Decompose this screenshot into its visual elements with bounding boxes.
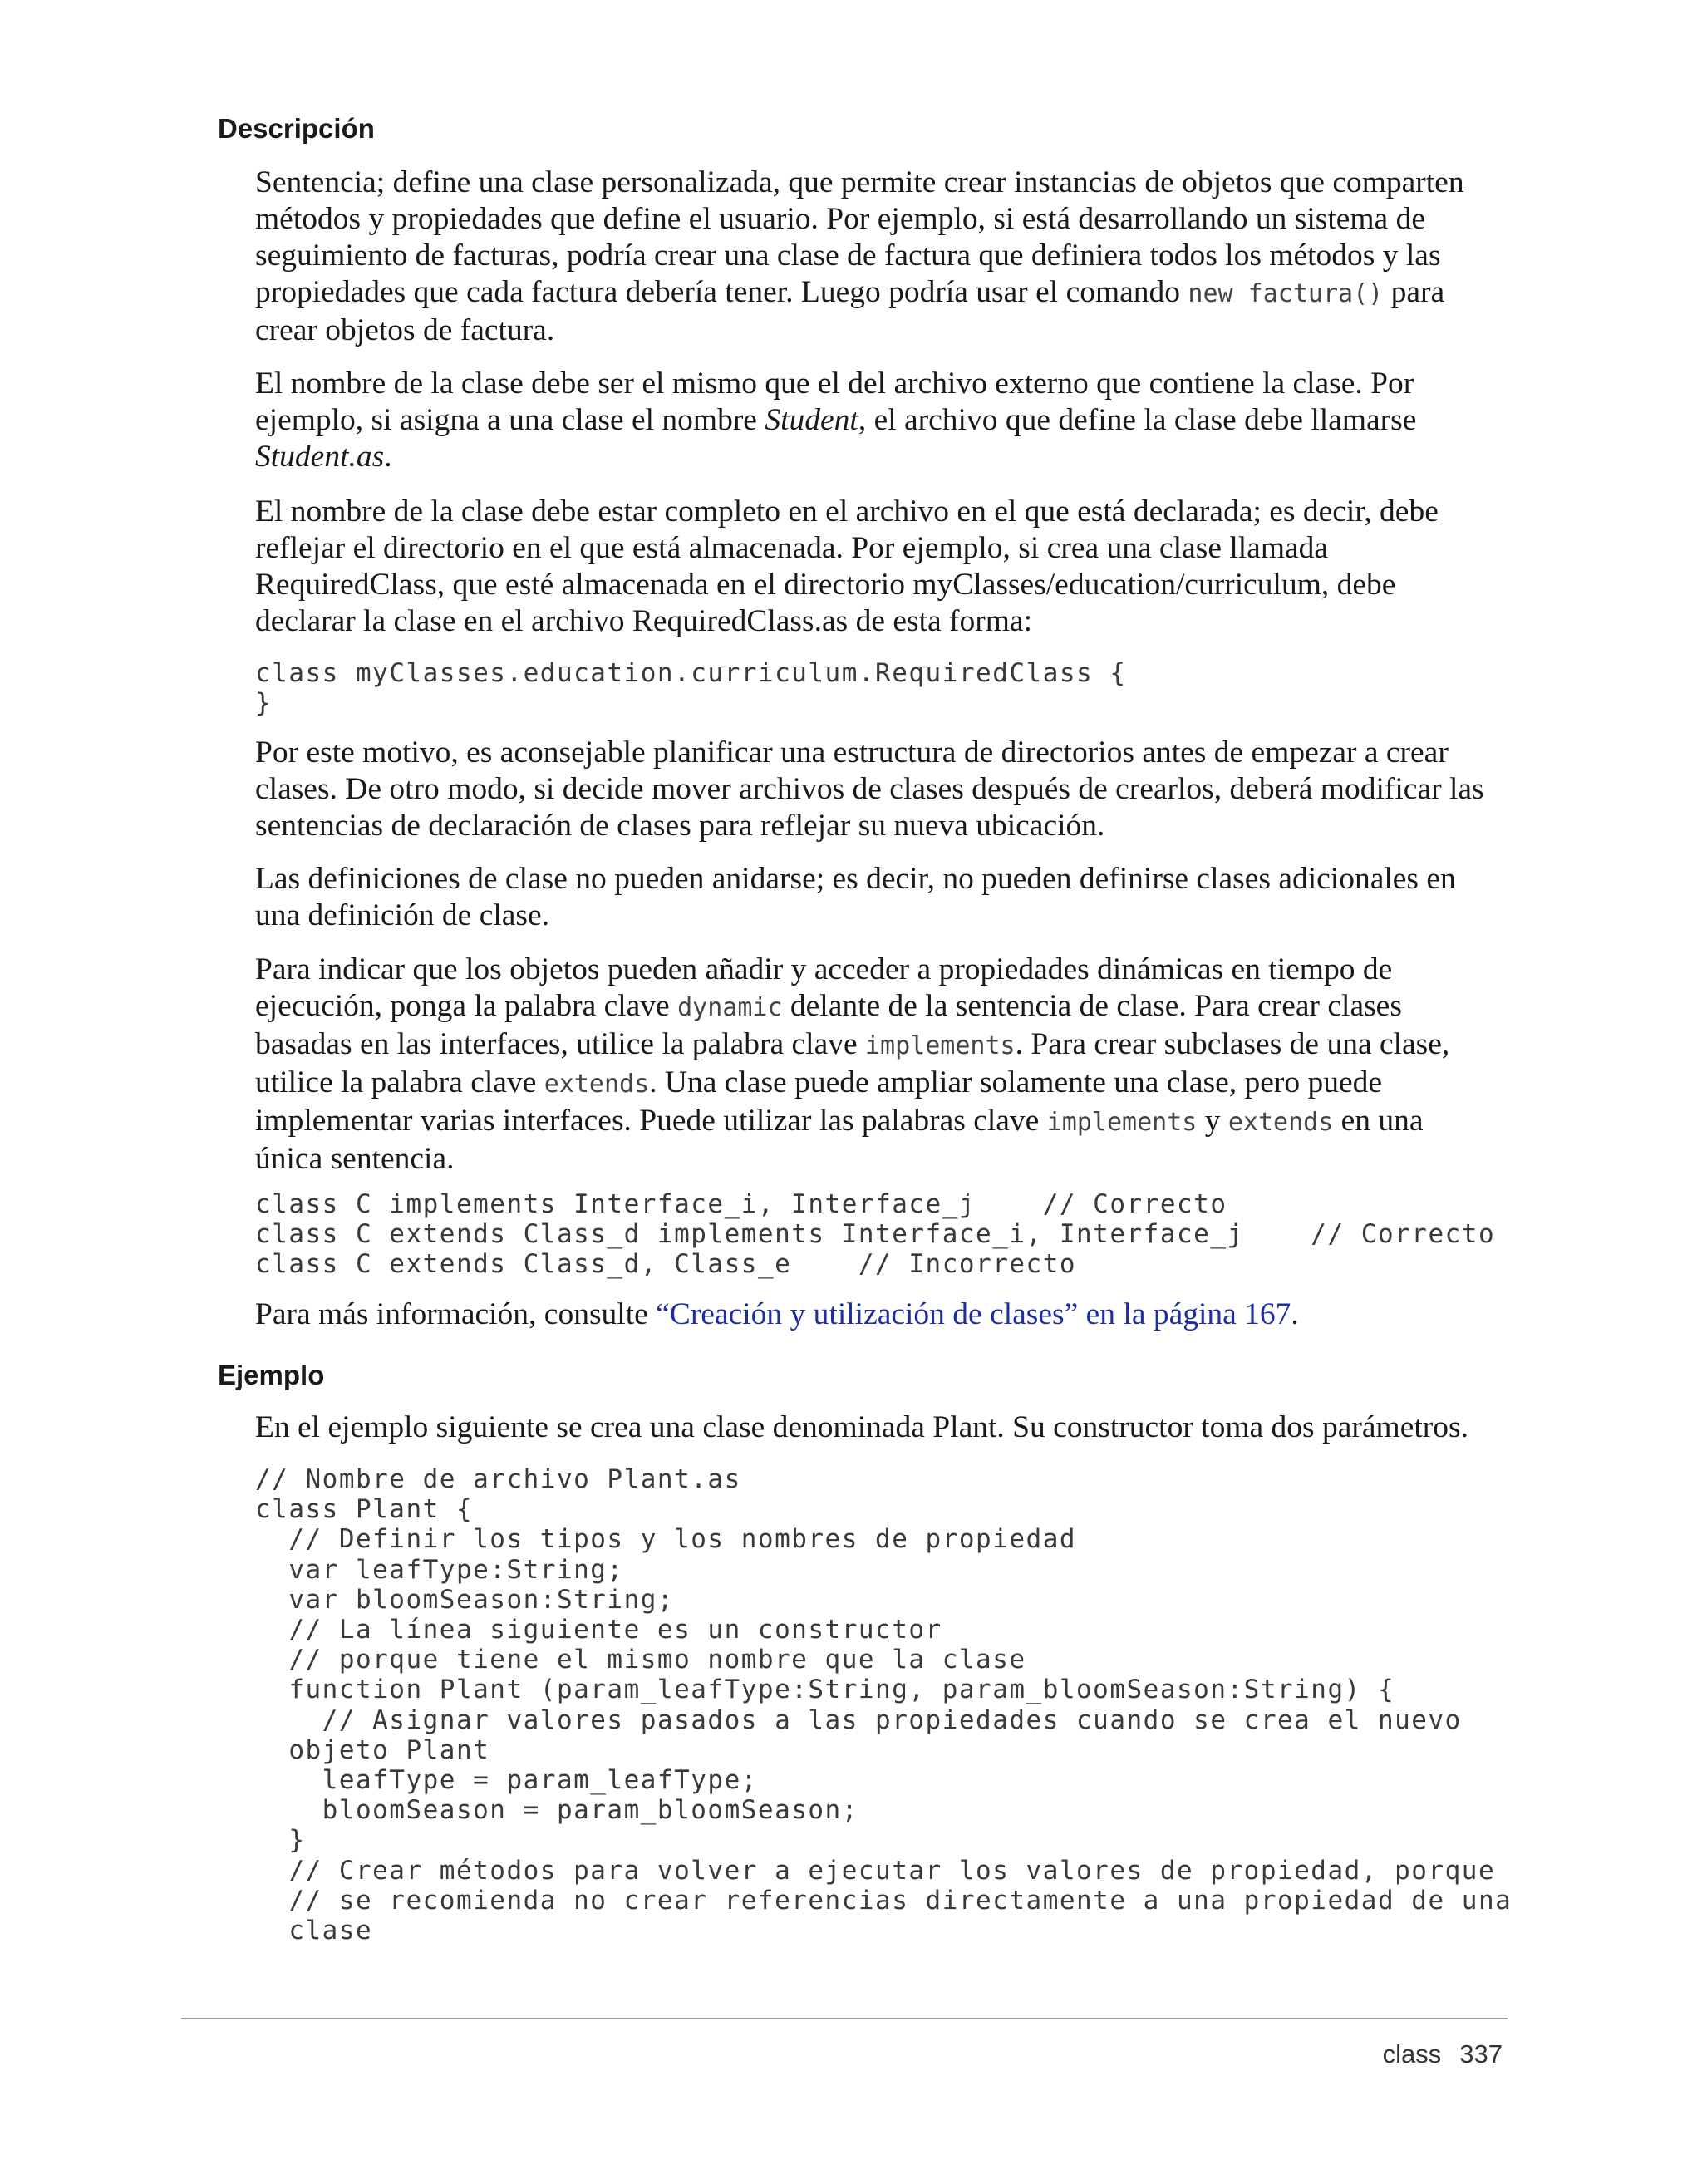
heading-descripcion: Descripción xyxy=(218,113,375,144)
text-line: una definición de clase. xyxy=(255,898,550,932)
text-segment: . xyxy=(1291,1297,1299,1331)
text-segment: ejecución, ponga la palabra clave xyxy=(255,989,678,1023)
text-segment: . Para crear subclases de una clase, xyxy=(1015,1027,1450,1061)
page-number: 337 xyxy=(1459,2039,1503,2068)
paragraph-nesting xyxy=(255,861,1518,934)
text-line: El nombre de la clase debe estar completo en el archivo en el que está declarada; es decir, debe xyxy=(255,494,1439,529)
paragraph-example-intro xyxy=(255,1409,1518,1446)
text-segment: delante de la sentencia de clase. Para crear clases xyxy=(782,989,1402,1023)
text-line: Para indicar que los objetos pueden añadir y acceder a propiedades dinámicas en tiempo de xyxy=(255,952,1393,986)
inline-code: extends xyxy=(1227,1108,1334,1137)
text-segment: utilice la palabra clave xyxy=(255,1065,544,1099)
text-segment: propiedades que cada factura debería tener. Luego podría usar el comando xyxy=(255,275,1188,309)
text-line: crear objetos de factura. xyxy=(255,313,555,347)
text-segment: Para más información, consulte xyxy=(255,1297,657,1331)
inline-code: extends xyxy=(544,1070,650,1099)
text-segment: , el archivo que define la clase debe llamarse xyxy=(858,403,1417,437)
text-line: única sentencia. xyxy=(255,1142,455,1176)
paragraph-filename xyxy=(255,366,1518,475)
code-listing: class C implements Interface_i, Interface_j // Correcto class C extends Class_d implements Interface_i, Interface_j // Correcto class C extends Class_d, Class_e // Incorrecto xyxy=(255,1189,1496,1280)
text-line: RequiredClass, que esté almacenada en el directorio myClasses/education/curriculum, debe xyxy=(255,568,1396,602)
text-line: Sentencia; define una clase personalizada, que permite crear instancias de objetos que comparten xyxy=(255,165,1464,199)
paragraph-keywords xyxy=(255,952,1518,1178)
paragraph-qualified-name xyxy=(255,494,1518,640)
emphasis: Student.as xyxy=(255,440,385,474)
text-line: Por este motivo, es aconsejable planificar una estructura de directorios antes de empezar a crear xyxy=(255,735,1449,770)
inline-code: new factura() xyxy=(1188,279,1384,308)
text-segment: implementar varias interfaces. Puede utilizar las palabras clave xyxy=(255,1104,1047,1138)
code-block-declaration xyxy=(255,658,1518,718)
paragraph-more-info xyxy=(255,1296,1518,1333)
heading-ejemplo: Ejemplo xyxy=(218,1360,325,1390)
text-line: sentencias de declaración de clases para reflejar su nueva ubicación. xyxy=(255,809,1105,843)
code-block-implements-extends xyxy=(255,1189,1518,1280)
code-listing: // Nombre de archivo Plant.as class Plant { // Definir los tipos y los nombres de propiedad var leafType:String; var bloomSeason:String; // La línea siguiente es un constructor // porque tiene el mismo nombre que la clase function Plant (param_leafType:String, param_bloomSeason:String) { // Asignar valores pasados a las propiedades cuando se crea el nuevo objeto Plant leafType = param_leafType; bloomSeason = param_bloomSeason; } // Crear métodos para volver a ejecutar los valores de propiedad, porque // se recomienda no crear referencias directamente a una propiedad de una clase xyxy=(255,1464,1513,1946)
inline-code: implements xyxy=(865,1031,1016,1060)
emphasis: Student xyxy=(765,403,858,437)
text-segment: para xyxy=(1383,275,1445,309)
text-segment: en una xyxy=(1333,1104,1424,1138)
text-line: métodos y propiedades que define el usuario. Por ejemplo, si está desarrollando un sistema de xyxy=(255,202,1425,236)
text-segment: . Una clase puede ampliar solamente una clase, pero puede xyxy=(649,1065,1383,1099)
cross-reference-link[interactable]: “Creación y utilización de clases” en la página 167 xyxy=(656,1297,1291,1331)
text-segment: y xyxy=(1197,1104,1228,1138)
text-segment: basadas en las interfaces, utilice la palabra clave xyxy=(255,1027,865,1061)
text-line: seguimiento de facturas, podría crear una clase de factura que definiera todos los métodos y las xyxy=(255,239,1441,273)
footer-divider xyxy=(181,2018,1508,2019)
code-block-plant-example xyxy=(255,1464,1518,1945)
inline-code: dynamic xyxy=(677,993,783,1022)
page-footer xyxy=(1383,2039,1503,2069)
text-segment: ejemplo, si asigna a una clase el nombre xyxy=(255,403,765,437)
text-line: declarar la clase en el archivo RequiredClass.as de esta forma: xyxy=(255,604,1032,638)
text-line: Las definiciones de clase no pueden anidarse; es decir, no pueden definirse clases adicionales en xyxy=(255,862,1456,896)
inline-code: implements xyxy=(1046,1108,1198,1137)
text-line: En el ejemplo siguiente se crea una clase denominada Plant. Su constructor toma dos parámetros. xyxy=(255,1410,1468,1444)
code-listing: class myClasses.education.curriculum.RequiredClass { } xyxy=(255,658,1127,719)
text-line: reflejar el directorio en el que está almacenada. Por ejemplo, si crea una clase llamada xyxy=(255,531,1329,565)
paragraph-intro xyxy=(255,165,1518,349)
text-segment: . xyxy=(384,440,392,474)
text-line: El nombre de la clase debe ser el mismo que el del archivo externo que contiene la clase. Por xyxy=(255,366,1414,401)
paragraph-directory-planning xyxy=(255,735,1518,844)
footer-section-title: class xyxy=(1382,2039,1442,2068)
text-line: clases. De otro modo, si decide mover archivos de clases después de crearlos, deberá modificar las xyxy=(255,772,1484,806)
